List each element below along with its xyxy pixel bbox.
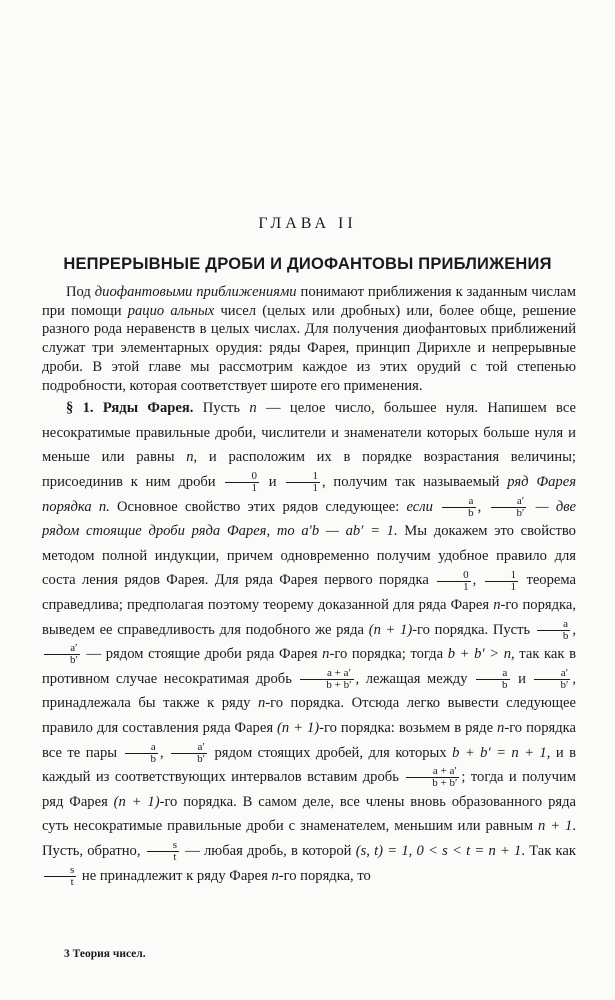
body-text — [42, 283, 576, 888]
fraction: $\frac{a}{b}$ — [125, 742, 159, 765]
fraction: $\frac{a}{b}$ — [476, 668, 510, 691]
fraction: $\frac{0}{1}$ — [225, 471, 259, 494]
page-footer: 3 Теория чисел. — [64, 948, 146, 960]
fraction: $\frac{s}{t}$ — [147, 840, 179, 863]
chapter-title: НЕПРЕРЫВНЫЕ ДРОБИ И ДИОФАНТОВЫ ПРИБЛИЖЕНИЯ — [63, 255, 552, 273]
fraction: $\frac{a + a'}{b + b'}$ — [406, 766, 459, 789]
fraction: $\frac{a'}{b'}$ — [491, 496, 527, 519]
fraction: $\frac{a}{b}$ — [442, 496, 476, 519]
fraction: $\frac{a + a'}{b + b'}$ — [300, 668, 353, 691]
fraction: $\frac{1}{1}$ — [485, 570, 519, 593]
fraction: $\frac{a'}{b'}$ — [44, 643, 80, 666]
chapter-heading: ГЛАВА II — [258, 215, 357, 232]
fraction: $\frac{a}{b}$ — [537, 619, 571, 642]
section-heading: § 1. Ряды Фарея. — [66, 400, 194, 417]
section-paragraph: § 1. Ряды Фарея. Пусть n — целое число, большее нуля. Напишем все несократимые правильные дроби, числители и знаменатели которых больше нуля и меньше или равны n, и расположим их в порядке возрастания величины; присоединив к ним дроби $\frac{0}{1}$ и $\frac{1}{1}$ , получим так называемый ряд Фарея порядка n. Основное свойство этих рядов следующее: если $\frac{a}{b}$ , $\frac{a'}{b'}$ — две рядом стоящие дроби ряда Фарея, то a′b — ab′ = 1. Мы докажем это свойство методом полной индукции, причем одновременно получим удобное правило для соста ления рядов Фарея. Для ряда Фарея первого порядка $\frac{0}{1}$ , $\frac{1}{1}$ теорема справедлива; предполагая поэтому теорему доказанной для ряда Фарея n-го порядка, выведем ее справедливость для подобного же ряда (n + 1)-го порядка. Пусть $\frac{a}{b}$ , $\frac{a'}{b'}$ — рядом стоящие дроби ряда Фарея n-го порядка; тогда b + b′ > n, так как в противном случае несократимая дробь $\frac{a + a'}{b + b'}$ , лежащая между $\frac{a}{b}$ и $\frac{a'}{b'}$ , принадлежала бы также к ряду n-го порядка. Отсюда легко вывести следующее правило для составления ряда Фарея (n + 1)-го порядка: возьмем в ряде n-го порядка все те пары $\frac{a}{b}$ , $\frac{a'}{b'}$ рядом стоящих дробей, для которых b + b′ = n + 1, и в каждый из соответствующих интервалов вставим дробь $\frac{a + a'}{b + b'}$ ; тогда и получим ряд Фарея (n + 1)-го порядка. В самом деле, все члены вновь образованного ряда суть несократимые правильные дроби с знаменателем, меньшим или равным n + 1. Пусть, обратно, $\frac{s}{t}$ — любая дробь, в которой (s, t) = 1, 0 < s < t = n + 1. Так как $\frac{s}{t}$ не принадлежит к ряду Фарея n-го порядка, то — [42, 400, 577, 888]
fraction: $\frac{0}{1}$ — [437, 570, 471, 593]
fraction: $\frac{s}{t}$ — [44, 865, 76, 888]
fraction: $\frac{a'}{b'}$ — [534, 668, 570, 691]
fraction: $\frac{1}{1}$ — [286, 471, 320, 494]
fraction: $\frac{a'}{b'}$ — [171, 742, 207, 765]
intro-paragraph: Под диофантовыми приближениями понимают приближения к заданным числам при помощи рацио альных чисел (целых или дробных) или, более обще, решение разного рода неравенств в целых числах. Для получения диофантовых приближений служат три элементарных орудия: ряды Фарея, принцип Дирихле и непрерывные дроби. В этой главе мы рассмотрим каждое из этих орудий с той степенью подробности, которая соответствует широте его применения. — [42, 284, 576, 394]
